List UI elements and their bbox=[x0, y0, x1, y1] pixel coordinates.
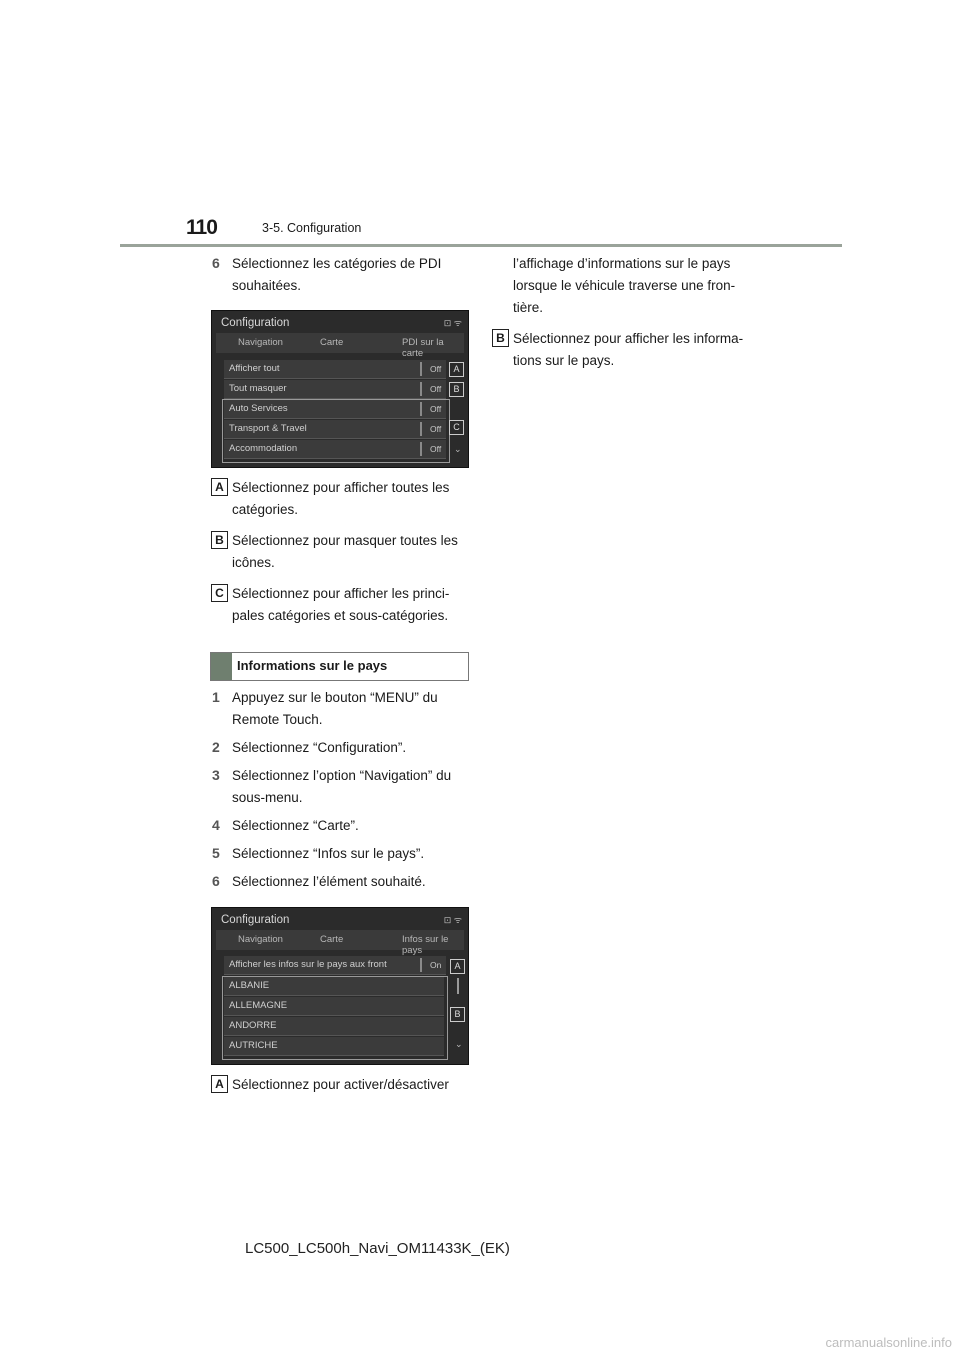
header-rule bbox=[120, 244, 842, 247]
screen-tabs bbox=[216, 930, 464, 956]
tab-poi-on-map[interactable]: PDI sur la carte bbox=[402, 337, 444, 359]
country-row[interactable] bbox=[224, 1037, 444, 1056]
row-label: Accommodation bbox=[229, 443, 298, 454]
step-number: 6 bbox=[212, 255, 220, 271]
step-text: Remote Touch. bbox=[232, 712, 323, 727]
callout-key-a: A bbox=[450, 959, 465, 974]
desc-text: pales catégories et sous-catégories. bbox=[232, 608, 449, 623]
step-text: souhaitées. bbox=[232, 278, 302, 293]
country-info-screen bbox=[211, 907, 469, 1065]
page-number: 110 bbox=[186, 216, 217, 239]
poi-settings-screen bbox=[211, 310, 469, 468]
row-value: Off bbox=[430, 444, 442, 454]
desc-text: tions sur le pays. bbox=[513, 353, 615, 368]
section-title: 3-5. Configuration bbox=[262, 221, 362, 235]
key-label-c: C bbox=[211, 584, 228, 602]
row-label: Transport & Travel bbox=[229, 423, 307, 434]
row-divider bbox=[420, 402, 422, 416]
key-label-a: A bbox=[211, 478, 228, 496]
callout-key-a: A bbox=[449, 362, 464, 377]
row-divider bbox=[420, 422, 422, 436]
step-text: Sélectionnez l’option “Navigation” du bbox=[232, 768, 452, 783]
key-label-a: A bbox=[211, 1075, 228, 1093]
tab-navigation[interactable]: Navigation bbox=[238, 934, 283, 945]
row-divider bbox=[420, 382, 422, 396]
callout-key-c: C bbox=[449, 420, 464, 435]
footer-doc-code: LC500_LC500h_Navi_OM11433K_(EK) bbox=[245, 1240, 510, 1257]
tab-navigation[interactable]: Navigation bbox=[238, 337, 283, 348]
row-label: ALBANIE bbox=[229, 980, 270, 991]
desc-text: icônes. bbox=[232, 555, 275, 570]
step-text: Sélectionnez “Carte”. bbox=[232, 818, 359, 833]
step-number: 5 bbox=[212, 845, 220, 861]
desc-text: catégories. bbox=[232, 502, 299, 517]
row-label: ALLEMAGNE bbox=[229, 1000, 288, 1011]
category-row[interactable] bbox=[224, 420, 446, 439]
row-value: Off bbox=[430, 364, 442, 374]
step-text: Appuyez sur le bouton “MENU” du bbox=[232, 690, 438, 705]
desc-text: Sélectionnez pour activer/désactiver bbox=[232, 1077, 449, 1092]
row-value: Off bbox=[430, 424, 442, 434]
chevron-down-icon[interactable]: ⌄ bbox=[454, 444, 462, 454]
continued-text: l’affichage d’informations sur le pays bbox=[513, 256, 731, 271]
screen-tabs bbox=[216, 333, 464, 359]
row-value: Off bbox=[430, 384, 442, 394]
step-text: Sélectionnez “Configuration”. bbox=[232, 740, 407, 755]
scrollbar[interactable] bbox=[457, 978, 459, 994]
step-number: 6 bbox=[212, 873, 220, 889]
row-label: ANDORRE bbox=[229, 1020, 277, 1031]
step-number: 4 bbox=[212, 817, 220, 833]
continued-text: lorsque le véhicule traverse une fron- bbox=[513, 278, 736, 293]
callout-key-b: B bbox=[449, 382, 464, 397]
continued-text: tière. bbox=[513, 300, 544, 315]
row-label: Afficher les infos sur le pays aux front bbox=[229, 959, 387, 970]
chevron-down-icon[interactable]: ⌄ bbox=[455, 1039, 463, 1049]
step-number: 2 bbox=[212, 739, 220, 755]
screen-title: Configuration bbox=[221, 317, 290, 329]
step-number: 1 bbox=[212, 689, 220, 705]
row-divider bbox=[420, 442, 422, 456]
info-heading-box bbox=[210, 652, 469, 681]
status-icons: ⊡ ᯤ bbox=[443, 915, 462, 925]
row-value: Off bbox=[430, 404, 442, 414]
tab-carte[interactable]: Carte bbox=[320, 934, 344, 945]
key-label-b: B bbox=[211, 531, 228, 549]
row-label: Auto Services bbox=[229, 403, 288, 414]
desc-text: Sélectionnez pour masquer toutes les bbox=[232, 533, 458, 548]
setting-row-show-all[interactable] bbox=[224, 360, 446, 379]
heading-bar bbox=[211, 653, 232, 680]
category-row[interactable] bbox=[224, 440, 446, 459]
desc-text: Sélectionnez pour afficher les informa- bbox=[513, 331, 744, 346]
row-label: Tout masquer bbox=[229, 383, 287, 394]
tab-country-info[interactable]: Infos sur le pays bbox=[402, 934, 449, 956]
step-text: sous-menu. bbox=[232, 790, 303, 805]
step-number: 3 bbox=[212, 767, 220, 783]
row-label: AUTRICHE bbox=[229, 1040, 278, 1051]
step-text: Sélectionnez “Infos sur le pays”. bbox=[232, 846, 425, 861]
setting-row-hide-all[interactable] bbox=[224, 380, 446, 399]
section-heading: Informations sur le pays bbox=[237, 658, 388, 673]
desc-text: Sélectionnez pour afficher toutes les bbox=[232, 480, 450, 495]
row-value: On bbox=[430, 960, 442, 970]
row-divider bbox=[420, 362, 422, 376]
key-label-b: B bbox=[492, 329, 509, 347]
category-row[interactable] bbox=[224, 400, 446, 419]
tab-carte[interactable]: Carte bbox=[320, 337, 344, 348]
row-label: Afficher tout bbox=[229, 363, 280, 374]
step-text: Sélectionnez les catégories de PDI bbox=[232, 256, 442, 271]
status-icons: ⊡ ᯤ bbox=[443, 318, 462, 328]
step-text: Sélectionnez l’élément souhaité. bbox=[232, 874, 426, 889]
country-row[interactable] bbox=[224, 997, 444, 1016]
country-row[interactable] bbox=[224, 977, 444, 996]
screen-title: Configuration bbox=[221, 914, 290, 926]
desc-text: Sélectionnez pour afficher les princi- bbox=[232, 586, 450, 601]
row-divider bbox=[420, 958, 422, 972]
country-row[interactable] bbox=[224, 1017, 444, 1036]
watermark: carmanualsonline.info bbox=[825, 1335, 952, 1350]
callout-key-b: B bbox=[450, 1007, 465, 1022]
toggle-row-country-info[interactable] bbox=[224, 956, 446, 975]
